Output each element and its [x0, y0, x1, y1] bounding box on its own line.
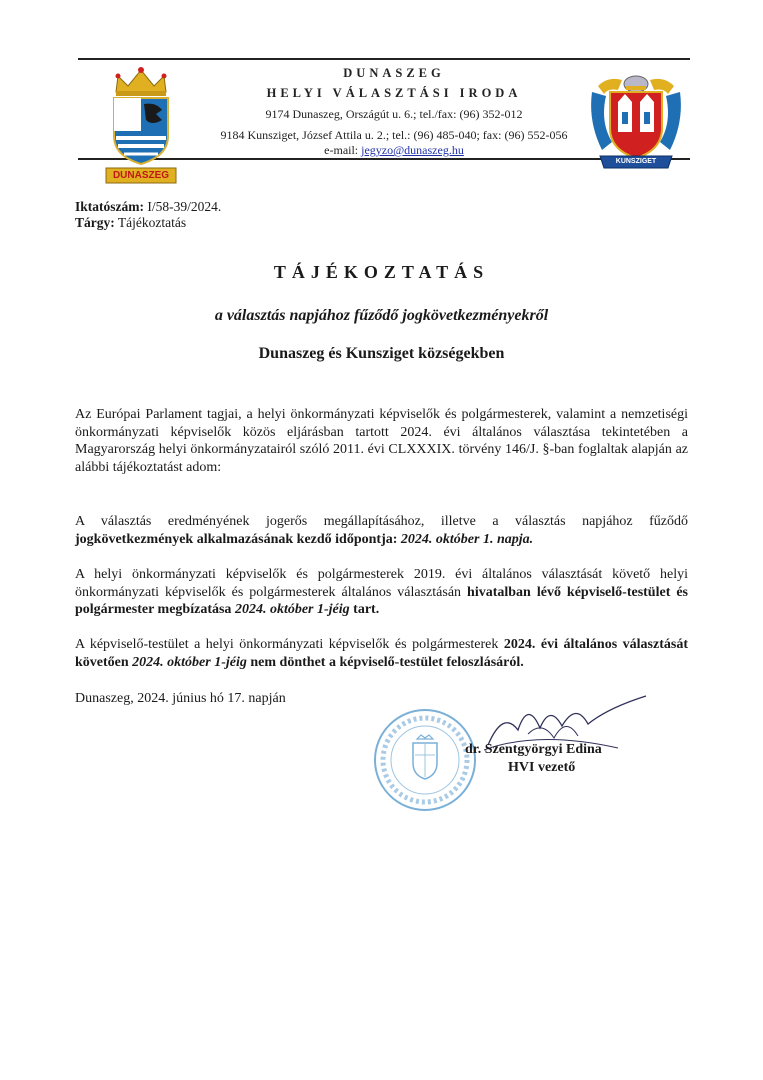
paragraph-intro: Az Európai Parlament tagjai, a helyi önkormányzati képviselők és polgármesterek, valamint a nemzetiségi önkormányzati képviselők közös eljárásban tartott 2024. évi általános választása tekintetében a Magyarország helyi önkormányzatairól szóló 2011. évi CLXXXIX. törvény 146/J. §-ban foglaltak alapján az alábbi tájékoztatást adom: — [75, 407, 688, 475]
date-line: Dunaszeg, 2024. június hó 17. napján — [75, 691, 286, 706]
address-dunaszeg: 9174 Dunaszeg, Országút u. 6.; tel./fax: (96) 352-012 — [265, 107, 523, 121]
email-line — [200, 143, 588, 158]
email-link[interactable]: jegyzo@dunaszeg.hu — [361, 143, 464, 157]
reference-value: I/58-39/2024. — [147, 199, 222, 214]
reference-number — [75, 199, 221, 215]
signature-scribble-icon — [458, 690, 658, 770]
dunaszeg-crest-label: DUNASZEG — [112, 170, 170, 181]
signer-name: dr. Szentgyörgyi Edina — [465, 742, 602, 757]
org-office: HELYI VÁLASZTÁSI IRODA — [266, 86, 522, 100]
subject-line — [75, 215, 186, 231]
email-label: e-mail: — [324, 143, 359, 157]
paragraph-mandate: A helyi önkormányzati képviselők és polgármesterek 2019. évi általános választását követő helyi önkormányzati képviselők és polgármesterek általános választásán hivatalban lévő képviselő-testület és polgármester megbízatása 2024. október 1-jéig tart. — [75, 567, 689, 617]
kunsziget-crest-icon — [588, 72, 684, 170]
dunaszeg-crest-icon — [104, 64, 178, 186]
paragraph-dissolution: A képviselő-testület a helyi önkormányzati képviselők és polgármesterek 2024. évi általános választását követően 2024. október 1-jéig nem dönthet a képviselő-testület feloszlásáról. — [75, 637, 688, 670]
subject-value: Tájékoztatás — [117, 215, 187, 230]
document-title: TÁJÉKOZTATÁS — [273, 262, 490, 282]
signer-role: HVI vezető — [508, 760, 576, 775]
document-subtitle: a választás napjához fűződő jogkövetkezményekről — [214, 307, 549, 324]
reference-label: Iktatószám: — [75, 199, 144, 214]
kunsziget-crest-label: KUNSZIGET — [615, 158, 657, 165]
header-top-rule — [78, 58, 690, 60]
document-place: Dunaszeg és Kunsziget községekben — [258, 345, 505, 362]
paragraph-effective-date: A választás eredményének jogerős megállapításához, illetve a választás napjához fűződő jogkövetkezmények alkalmazásának kezdő időpontja: 2024. október 1. napja. — [75, 514, 688, 547]
subject-label: Tárgy: — [75, 215, 115, 230]
org-name: DUNASZEG — [343, 66, 445, 80]
address-kunsziget: 9184 Kunsziget, József Attila u. 2.; tel.: (96) 485-040; fax: (96) 552-056 — [220, 128, 568, 142]
